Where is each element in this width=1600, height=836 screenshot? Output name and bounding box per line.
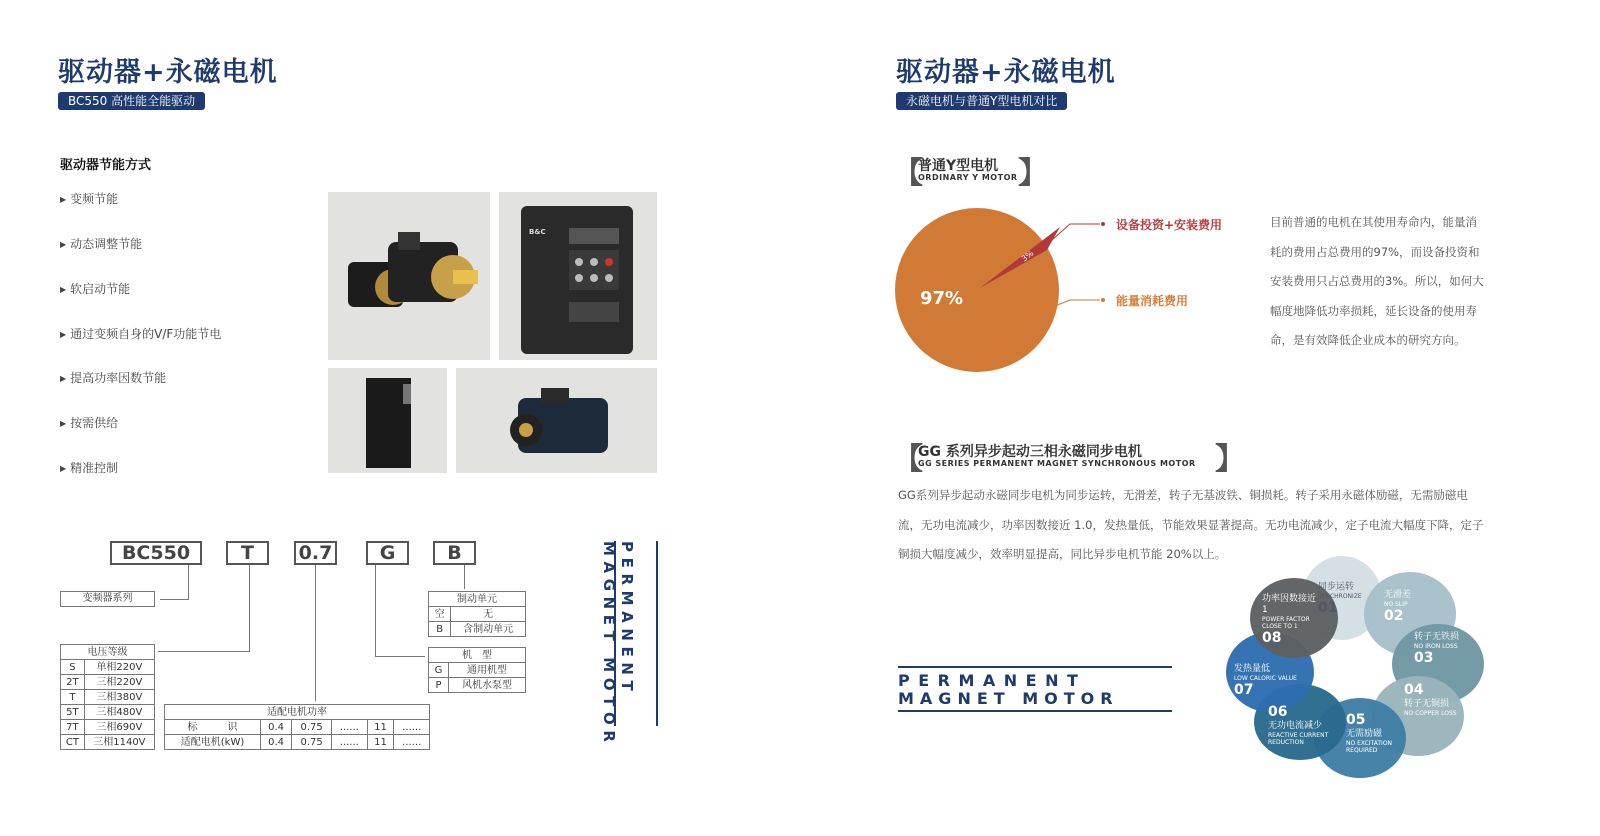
table-cell: 0.4 bbox=[261, 720, 292, 735]
table-cell: 7T bbox=[61, 720, 85, 735]
table-cell: S bbox=[61, 660, 85, 675]
table-row bbox=[61, 690, 155, 705]
feature-circle-01: 同步运转 SYNCHRONIZE 01 bbox=[1318, 582, 1362, 616]
saving-method-item: ▶ 变频节能 bbox=[60, 190, 118, 207]
table-cell: 5T bbox=[61, 705, 85, 720]
paragraph-line: 目前普通的电机在其使用寿命内，能量消 bbox=[1270, 215, 1477, 229]
brake-table bbox=[428, 591, 526, 637]
pie-label-97: 97% bbox=[920, 288, 964, 309]
gg-title: GG 系列异步起动三相永磁同步电机 bbox=[918, 444, 1142, 460]
feature-circle-07: 发热量低 LOW CALORIC VALUE 07 bbox=[1234, 664, 1297, 698]
connector-line bbox=[315, 565, 316, 701]
table-cell: ...... bbox=[394, 720, 430, 735]
table-row bbox=[429, 607, 526, 622]
pie-label-3: 3% bbox=[1019, 248, 1036, 264]
table-cell: 标 识 bbox=[165, 720, 261, 735]
model-code-box: 0.7 bbox=[294, 541, 337, 565]
bracket-right: 】 bbox=[1018, 156, 1048, 191]
connector-line bbox=[375, 656, 425, 657]
table-row bbox=[165, 720, 430, 735]
bracket-left: 【 bbox=[893, 156, 923, 191]
paragraph-line: 命，是有效降低企业成本的研究方向。 bbox=[1270, 333, 1466, 347]
drive-photo bbox=[499, 192, 657, 360]
feature-circle-06: 06 无功电流减少 REACTIVE CURRENT REDUCTION bbox=[1268, 704, 1329, 746]
pmm-logo: PERMANENT MAGNET MOTOR bbox=[898, 666, 1172, 712]
legend-investment: 设备投资+安装费用 bbox=[1116, 218, 1223, 232]
ordinary-paragraph bbox=[1270, 208, 1484, 356]
feature-circle-04: 04 转子无铜损 NO COPPER LOSS bbox=[1404, 682, 1457, 717]
saving-method-item: ▶ 提高功率因数节能 bbox=[60, 369, 166, 386]
bracket-right: 】 bbox=[1215, 442, 1245, 477]
model-table bbox=[428, 647, 526, 693]
left-badge: BC550 高性能全能驱动 bbox=[58, 92, 205, 110]
leader-line-energy bbox=[1055, 300, 1100, 306]
saving-method-item: ▶ 按需供给 bbox=[60, 414, 118, 431]
connector-line bbox=[464, 565, 465, 589]
table-row bbox=[61, 675, 155, 690]
table-row bbox=[61, 735, 155, 750]
table-cell: 三相380V bbox=[84, 690, 154, 705]
legend-energy: 能量消耗费用 bbox=[1116, 294, 1189, 308]
saving-method-item: ▶ 通过变频自身的V/F功能节电 bbox=[60, 325, 221, 342]
model-code-box: BC550 bbox=[110, 541, 202, 565]
connector-line bbox=[160, 599, 189, 600]
table-header: 制动单元 bbox=[429, 592, 526, 607]
series-label: 变频器系列 bbox=[60, 591, 155, 607]
bracket-left: 【 bbox=[893, 442, 923, 477]
paragraph-line: 流，无功电流减少，功率因数接近 1.0，发热量低，节能效果显著提高。无功电流减少，定子电流大幅度下降，定子 bbox=[898, 517, 1484, 532]
saving-method-item: ▶ 动态调整节能 bbox=[60, 235, 142, 252]
model-code-box: G bbox=[366, 541, 409, 565]
connector-line bbox=[375, 565, 376, 657]
ordinary-title: 普通Y型电机 bbox=[918, 158, 999, 174]
table-row bbox=[165, 735, 430, 750]
table-cell: ...... bbox=[332, 720, 368, 735]
paragraph-line: 耗的费用占总费用的97%，而设备投资和 bbox=[1270, 244, 1480, 259]
table-cell: P bbox=[429, 678, 449, 693]
power-table bbox=[164, 704, 430, 750]
table-cell: 适配电机(kW) bbox=[165, 735, 261, 750]
logo-rule bbox=[656, 541, 658, 726]
table-cell: T bbox=[61, 690, 85, 705]
table-row bbox=[61, 720, 155, 735]
gg-paragraph bbox=[898, 481, 1483, 570]
table-cell: 三相690V bbox=[84, 720, 154, 735]
table-cell: 风机水泵型 bbox=[448, 678, 525, 693]
table-cell: 0.75 bbox=[292, 720, 332, 735]
table-cell: 单相220V bbox=[84, 660, 154, 675]
table-cell: 0.4 bbox=[261, 735, 292, 750]
feature-circle-08: 功率因数接近1 POWER FACTOR CLOSE TO 1 08 bbox=[1262, 594, 1317, 646]
feature-circle-03: 转子无铁损 NO IRON LOSS 03 bbox=[1414, 632, 1460, 666]
paragraph-line: 铜损大幅度减少，效率明显提高，同比异步电机节能 20%以上。 bbox=[898, 547, 1227, 561]
section-title: 驱动器节能方式 bbox=[60, 158, 152, 173]
table-cell: ...... bbox=[394, 735, 430, 750]
cabinet-photo bbox=[328, 368, 447, 473]
svg-text:B&C: B&C bbox=[529, 228, 546, 236]
saving-method-item: ▶ 软启动节能 bbox=[60, 280, 130, 297]
right-page-title: 驱动器+永磁电机 bbox=[896, 57, 1116, 88]
right-badge: 永磁电机与普通Y型电机对比 bbox=[896, 92, 1067, 110]
model-code-box: T bbox=[226, 541, 269, 565]
ordinary-subtitle: ORDINARY Y MOTOR bbox=[918, 173, 1018, 182]
paragraph-line: 安装费用只占总费用的3%。所以，如何大 bbox=[1270, 274, 1484, 288]
saving-method-item: ▶ 精准控制 bbox=[60, 459, 118, 476]
table-row bbox=[429, 678, 526, 693]
table-cell: 三相1140V bbox=[84, 735, 154, 750]
table-cell: G bbox=[429, 663, 449, 678]
table-cell: 11 bbox=[367, 720, 394, 735]
table-header: 机 型 bbox=[429, 648, 526, 663]
table-cell: 通用机型 bbox=[448, 663, 525, 678]
table-cell: CT bbox=[61, 735, 85, 750]
motor-photo bbox=[456, 368, 657, 473]
table-header: 电压等级 bbox=[61, 645, 155, 660]
table-row bbox=[429, 622, 526, 637]
table-cell: 三相480V bbox=[84, 705, 154, 720]
servo-motor-photo bbox=[328, 192, 490, 360]
table-row bbox=[61, 705, 155, 720]
connector-line bbox=[188, 565, 189, 600]
table-row bbox=[61, 660, 155, 675]
gg-subtitle: GG SERIES PERMANENT MAGNET SYNCHRONOUS MOTOR bbox=[918, 459, 1196, 468]
vertical-logo: PERMANENT MAGNET MOTOR bbox=[600, 541, 636, 748]
connector-line bbox=[249, 565, 250, 652]
table-cell: 三相220V bbox=[84, 675, 154, 690]
model-code-box: B bbox=[433, 541, 476, 565]
left-page-title: 驱动器+永磁电机 bbox=[58, 57, 278, 88]
table-header: 适配电机功率 bbox=[165, 705, 430, 720]
table-cell: 11 bbox=[367, 735, 394, 750]
table-cell: 0.75 bbox=[292, 735, 332, 750]
paragraph-line: GG系列异步起动永磁同步电机为同步运转，无滑差，转子无基波铁、铜损耗。转子采用永磁体励磁，无需励磁电 bbox=[898, 488, 1468, 502]
feature-circle-05: 05 无需励磁 NO EXCITATION REQUIRED bbox=[1346, 712, 1393, 754]
connector-line bbox=[158, 651, 250, 652]
table-row bbox=[429, 663, 526, 678]
table-cell: 2T bbox=[61, 675, 85, 690]
feature-circle-02: 无滑差 NO SLIP 02 bbox=[1384, 590, 1412, 624]
paragraph-line: 幅度地降低功率损耗，延长设备的使用寿 bbox=[1270, 303, 1477, 318]
table-cell: 空 bbox=[429, 607, 451, 622]
voltage-table bbox=[60, 644, 155, 750]
table-cell: 含制动单元 bbox=[451, 622, 526, 637]
table-cell: B bbox=[429, 622, 451, 637]
leader-line-investment bbox=[1052, 224, 1100, 240]
table-cell: 无 bbox=[451, 607, 526, 622]
table-cell: ...... bbox=[332, 735, 368, 750]
